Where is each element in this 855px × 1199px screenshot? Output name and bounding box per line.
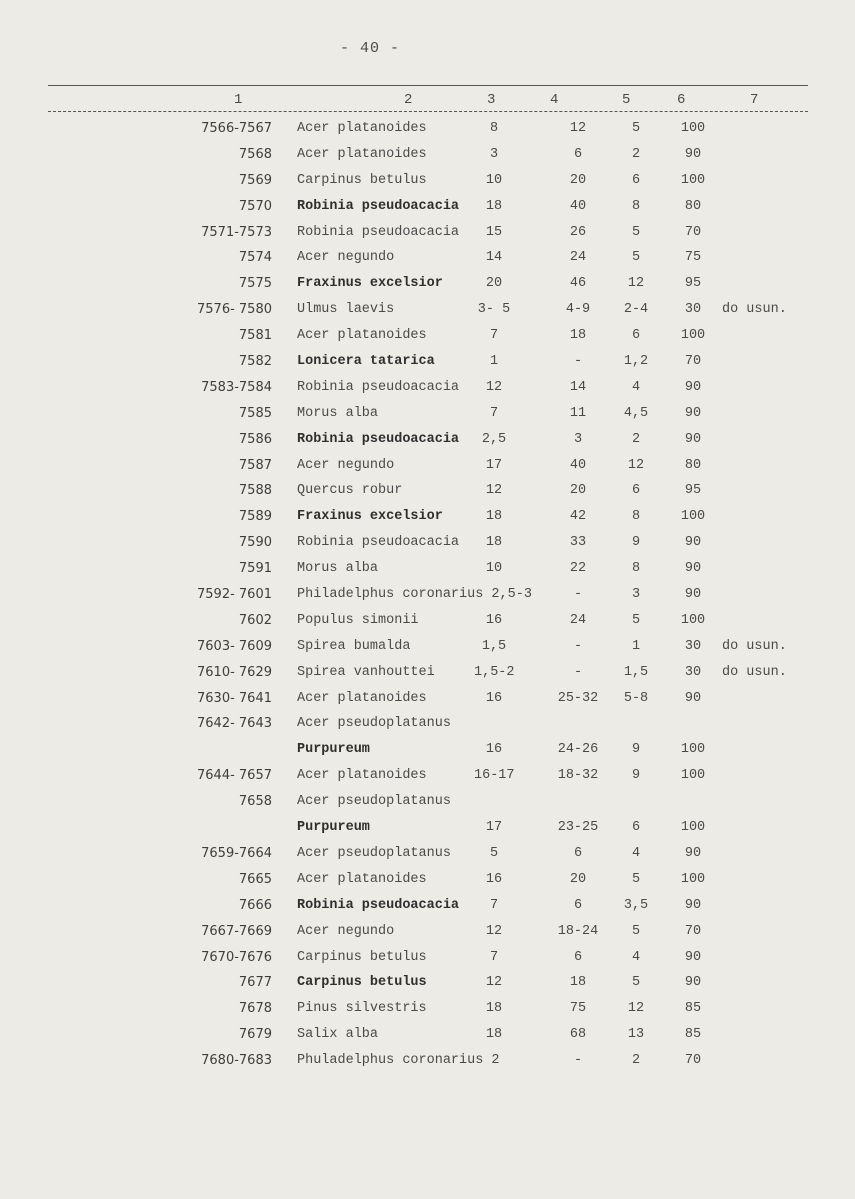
col4-value: 6	[573, 146, 583, 162]
table-row	[0, 300, 855, 326]
table-row	[0, 663, 855, 689]
species-name: Robinia pseudoacacia	[297, 897, 460, 913]
col5-value: 5-8	[623, 690, 649, 706]
col6-value: 90	[684, 587, 702, 603]
column-header-6: 6	[677, 92, 686, 108]
species-name: Robinia pseudoacacia	[297, 224, 460, 240]
col6-value: 100	[680, 509, 706, 525]
tree-number: 7602	[238, 612, 272, 628]
col3-value: 20	[485, 276, 503, 292]
col6-value: 90	[684, 897, 702, 913]
column-header-5: 5	[622, 92, 631, 108]
tree-number: 7591	[238, 561, 272, 577]
col3-value: 5	[489, 845, 499, 861]
table-row	[0, 1025, 855, 1051]
table-row	[0, 637, 855, 663]
table-row	[0, 404, 855, 430]
col3-value: 17	[485, 820, 503, 836]
col4-value: 11	[569, 405, 587, 421]
col5-value: 6	[631, 820, 641, 836]
species-name: Acer pseudoplatanus	[297, 845, 451, 861]
col5-value: 9	[631, 535, 641, 551]
species-name: Robinia pseudoacacia	[297, 198, 460, 214]
col3-value: 18	[485, 509, 503, 525]
col3-value: 10	[485, 172, 503, 188]
col3-value: 14	[485, 250, 503, 266]
table-row	[0, 1051, 855, 1077]
tree-number: 7587	[238, 457, 272, 473]
remarks: do usun.	[722, 664, 787, 680]
species-name: Purpureum	[297, 820, 370, 836]
species-name: Fraxinus excelsior	[297, 509, 443, 525]
species-name: Carpinus betulus	[297, 949, 427, 965]
col6-value: 80	[684, 457, 702, 473]
col6-value: 90	[684, 975, 702, 991]
col5-value: 9	[631, 768, 641, 784]
table-row	[0, 481, 855, 507]
col3-value: 1	[489, 354, 499, 370]
table-row	[0, 740, 855, 766]
tree-number: 7610- 7629	[197, 664, 272, 680]
species-name: Carpinus betulus	[297, 172, 427, 188]
table-row	[0, 119, 855, 145]
col6-value: 90	[684, 561, 702, 577]
tree-number: 7665	[238, 871, 272, 887]
tree-number: 7592- 7601	[197, 587, 272, 603]
col6-value: 100	[680, 768, 706, 784]
species-name: Ulmus laevis	[297, 302, 395, 318]
species-name: Spirea vanhouttei	[297, 664, 435, 680]
col5-value: 1,5	[623, 664, 649, 680]
species-name: Robinia pseudoacacia	[297, 431, 460, 447]
tree-number: 7667-7669	[201, 923, 272, 939]
col5-value: 1,2	[623, 354, 649, 370]
species-name: Acer pseudoplatanus	[297, 716, 451, 732]
col6-value: 100	[680, 121, 706, 136]
col3-value: 18	[485, 198, 503, 214]
tree-number: 7630- 7641	[197, 690, 272, 706]
col6-value: 95	[684, 483, 702, 499]
col4-value: 26	[569, 224, 587, 240]
species-name: Acer platanoides	[297, 690, 427, 706]
col3-value: 12	[485, 975, 503, 991]
tree-number: 7570	[238, 198, 272, 214]
species-name: Robinia pseudoacacia	[297, 535, 460, 551]
col4-value: -	[573, 1053, 583, 1069]
species-name: Acer platanoides	[297, 871, 427, 887]
tree-number: 7589	[238, 509, 272, 525]
tree-number: 7658	[238, 794, 272, 810]
table-row	[0, 611, 855, 637]
col4-value: 18	[569, 975, 587, 991]
col6-value: 90	[684, 431, 702, 447]
species-name: Lonicera tatarica	[297, 354, 435, 370]
species-name: Morus alba	[297, 405, 379, 421]
col5-value: 3,5	[623, 897, 649, 913]
col5-value: 8	[631, 198, 641, 214]
table-row	[0, 430, 855, 456]
col5-value: 2	[631, 431, 641, 447]
col4-value: 40	[569, 198, 587, 214]
tree-number: 7679	[238, 1027, 272, 1043]
tree-number: 7680-7683	[201, 1053, 272, 1069]
col6-value: 90	[684, 146, 702, 162]
col5-value: 5	[631, 923, 641, 939]
col4-value: -	[573, 664, 583, 680]
col6-value: 90	[684, 405, 702, 421]
col6-value: 95	[684, 276, 702, 292]
species-name: Acer negundo	[297, 457, 395, 473]
table-row	[0, 818, 855, 844]
tree-number: 7677	[238, 975, 272, 991]
col4-value: 42	[569, 509, 587, 525]
table-row	[0, 378, 855, 404]
col5-value: 13	[627, 1027, 645, 1043]
col4-value: 12	[569, 121, 587, 136]
col6-value: 70	[684, 224, 702, 240]
col4-value: 24	[569, 250, 587, 266]
col4-value: 22	[569, 561, 587, 577]
species-name: Robinia pseudoacacia	[297, 379, 460, 395]
tree-number: 7566-7567	[201, 121, 272, 136]
col4-value: 18	[569, 328, 587, 344]
tree-inventory-table	[0, 119, 855, 1077]
species-name: Phuladelphus coronarius 2	[297, 1053, 500, 1069]
table-row	[0, 248, 855, 274]
table-row	[0, 844, 855, 870]
col4-value: 33	[569, 535, 587, 551]
column-header-2: 2	[404, 92, 413, 108]
column-header-1: 1	[234, 92, 243, 108]
col6-value: 90	[684, 690, 702, 706]
col3-value: 15	[485, 224, 503, 240]
col5-value: 6	[631, 172, 641, 188]
tree-number: 7603- 7609	[197, 638, 272, 654]
tree-number: 7590	[238, 535, 272, 551]
col5-value: 4	[631, 949, 641, 965]
col6-value: 30	[684, 302, 702, 318]
col5-value: 4,5	[623, 405, 649, 421]
col4-value: 18-24	[557, 923, 599, 939]
table-row	[0, 197, 855, 223]
col6-value: 90	[684, 535, 702, 551]
col5-value: 12	[627, 276, 645, 292]
table-row	[0, 766, 855, 792]
col3-value: 18	[485, 1001, 503, 1017]
species-name: Spirea bumalda	[297, 638, 411, 654]
remarks: do usun.	[722, 302, 787, 318]
tree-number: 7574	[238, 250, 272, 266]
col5-value: 1	[631, 638, 641, 654]
col4-value: -	[573, 638, 583, 654]
col5-value: 5	[631, 612, 641, 628]
col6-value: 100	[680, 612, 706, 628]
col4-value: -	[573, 587, 583, 603]
page-number: - 40 -	[339, 40, 400, 57]
table-row	[0, 145, 855, 171]
col6-value: 70	[684, 923, 702, 939]
col5-value: 12	[627, 1001, 645, 1017]
tree-number: 7666	[238, 897, 272, 913]
tree-number: 7571-7573	[201, 224, 272, 240]
table-row	[0, 274, 855, 300]
tree-number: 7659-7664	[201, 845, 272, 861]
col6-value: 100	[680, 820, 706, 836]
remarks: do usun.	[722, 638, 787, 654]
species-name: Populus simonii	[297, 612, 419, 628]
col3-value: 12	[485, 379, 503, 395]
col3-value: 1,5-2	[474, 664, 515, 680]
table-row	[0, 352, 855, 378]
col3-value: 16	[485, 612, 503, 628]
col4-value: 20	[569, 871, 587, 887]
col3-value: 16	[485, 742, 503, 758]
col4-value: 20	[569, 172, 587, 188]
col3-value: 3	[489, 146, 499, 162]
header-bottom-rule	[48, 111, 808, 112]
col3-value: 1,5	[481, 638, 507, 654]
col4-value: -	[573, 354, 583, 370]
species-name: Philadelphus coronarius 2,5-3	[297, 587, 532, 603]
table-row	[0, 456, 855, 482]
table-row	[0, 999, 855, 1025]
col5-value: 9	[631, 742, 641, 758]
table-row	[0, 223, 855, 249]
col3-value: 17	[485, 457, 503, 473]
tree-number: 7588	[238, 483, 272, 499]
col6-value: 100	[680, 328, 706, 344]
col4-value: 6	[573, 949, 583, 965]
tree-number: 7642- 7643	[197, 716, 272, 732]
col5-value: 12	[627, 457, 645, 473]
col3-value: 7	[489, 897, 499, 913]
table-row	[0, 533, 855, 559]
table-row	[0, 870, 855, 896]
col4-value: 4-9	[565, 302, 591, 318]
column-header-3: 3	[487, 92, 496, 108]
col6-value: 80	[684, 198, 702, 214]
table-row	[0, 689, 855, 715]
col3-value: 12	[485, 483, 503, 499]
col5-value: 3	[631, 587, 641, 603]
table-row	[0, 171, 855, 197]
col5-value: 5	[631, 224, 641, 240]
col5-value: 2	[631, 146, 641, 162]
species-name: Pinus silvestris	[297, 1001, 427, 1017]
species-name: Acer platanoides	[297, 121, 427, 136]
tree-number: 7569	[238, 172, 272, 188]
species-name: Acer platanoides	[297, 146, 427, 162]
col5-value: 8	[631, 509, 641, 525]
species-name: Acer negundo	[297, 250, 395, 266]
col5-value: 4	[631, 379, 641, 395]
col3-value: 3- 5	[477, 302, 511, 318]
tree-number: 7581	[238, 328, 272, 344]
column-header-4: 4	[550, 92, 559, 108]
col4-value: 24-26	[557, 742, 599, 758]
tree-number: 7582	[238, 354, 272, 370]
col4-value: 46	[569, 276, 587, 292]
table-row	[0, 714, 855, 740]
species-name: Acer negundo	[297, 923, 395, 939]
col3-value: 7	[489, 949, 499, 965]
species-name: Acer platanoides	[297, 328, 427, 344]
col6-value: 30	[684, 664, 702, 680]
col3-value: 7	[489, 328, 499, 344]
col5-value: 6	[631, 483, 641, 499]
species-name: Purpureum	[297, 742, 370, 758]
col6-value: 85	[684, 1001, 702, 1017]
col5-value: 2-4	[623, 302, 649, 318]
col5-value: 6	[631, 328, 641, 344]
col3-value: 16-17	[474, 768, 515, 784]
tree-number: 7644- 7657	[197, 768, 272, 784]
col4-value: 24	[569, 612, 587, 628]
species-name: Salix alba	[297, 1027, 379, 1043]
col5-value: 5	[631, 871, 641, 887]
col4-value: 14	[569, 379, 587, 395]
col6-value: 90	[684, 949, 702, 965]
column-header-7: 7	[750, 92, 759, 108]
species-name: Carpinus betulus	[297, 975, 427, 991]
species-name: Quercus robur	[297, 483, 403, 499]
col4-value: 6	[573, 845, 583, 861]
col6-value: 100	[680, 742, 706, 758]
col5-value: 5	[631, 975, 641, 991]
col4-value: 68	[569, 1027, 587, 1043]
col3-value: 10	[485, 561, 503, 577]
col3-value: 16	[485, 690, 503, 706]
col6-value: 100	[680, 172, 706, 188]
col4-value: 3	[573, 431, 583, 447]
table-row	[0, 326, 855, 352]
col4-value: 75	[569, 1001, 587, 1017]
table-row	[0, 559, 855, 585]
col6-value: 75	[684, 250, 702, 266]
col6-value: 85	[684, 1027, 702, 1043]
tree-number: 7586	[238, 431, 272, 447]
col3-value: 16	[485, 871, 503, 887]
col4-value: 20	[569, 483, 587, 499]
col4-value: 40	[569, 457, 587, 473]
table-row	[0, 922, 855, 948]
col3-value: 8	[489, 121, 499, 136]
tree-number: 7585	[238, 405, 272, 421]
col4-value: 18-32	[557, 768, 599, 784]
table-row	[0, 948, 855, 974]
col6-value: 70	[684, 354, 702, 370]
table-row	[0, 585, 855, 611]
table-row	[0, 896, 855, 922]
table-row	[0, 973, 855, 999]
col3-value: 7	[489, 405, 499, 421]
col4-value: 6	[573, 897, 583, 913]
tree-number: 7670-7676	[201, 949, 272, 965]
col3-value: 18	[485, 1027, 503, 1043]
col5-value: 8	[631, 561, 641, 577]
tree-number: 7576- 7580	[197, 302, 272, 318]
col5-value: 4	[631, 845, 641, 861]
col4-value: 23-25	[557, 820, 599, 836]
tree-number: 7678	[238, 1001, 272, 1017]
col6-value: 90	[684, 845, 702, 861]
table-row	[0, 507, 855, 533]
tree-number: 7568	[238, 146, 272, 162]
col6-value: 100	[680, 871, 706, 887]
col3-value: 18	[485, 535, 503, 551]
col6-value: 70	[684, 1053, 702, 1069]
species-name: Acer pseudoplatanus	[297, 794, 451, 810]
species-name: Fraxinus excelsior	[297, 276, 443, 292]
col6-value: 30	[684, 638, 702, 654]
table-row	[0, 792, 855, 818]
col3-value: 12	[485, 923, 503, 939]
table-header	[0, 92, 855, 110]
tree-number: 7583-7584	[201, 379, 272, 395]
species-name: Morus alba	[297, 561, 379, 577]
col5-value: 5	[631, 121, 641, 136]
tree-number: 7575	[238, 276, 272, 292]
header-top-rule	[48, 85, 808, 86]
col5-value: 5	[631, 250, 641, 266]
col5-value: 2	[631, 1053, 641, 1069]
col3-value: 2,5	[481, 431, 507, 447]
col4-value: 25-32	[557, 690, 599, 706]
species-name: Acer platanoides	[297, 768, 427, 784]
col6-value: 90	[684, 379, 702, 395]
